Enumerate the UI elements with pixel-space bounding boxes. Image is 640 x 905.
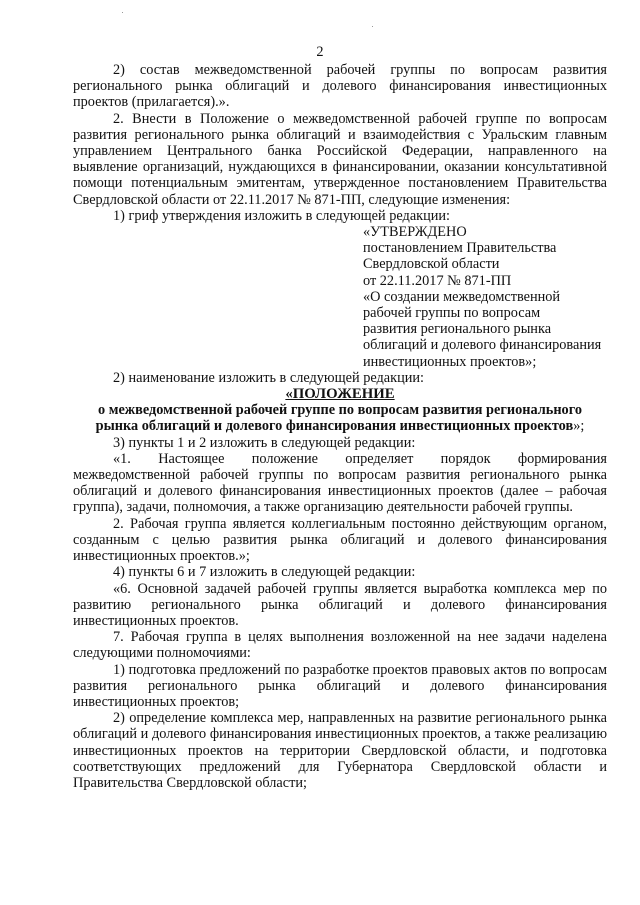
- paragraph: 2) наименование изложить в следующей редакции:: [113, 369, 424, 386]
- approval-line: от 22.11.2017 № 871-ПП: [363, 272, 512, 289]
- subtitle-line: рынка облигаций и долевого финансирования инвестиционных проектов: [95, 418, 574, 435]
- paragraph: 2. Внести в Положение о межведомственной рабочей группе по вопросам развития регионального рынка облигаций и взаимодействия с Уральским главным управлением Центрального банка Российской Федерации, направленного на выявление организаций, нуждающихся в финансировании, оказании консультативной помощи потенциальным эмитентам, утвержденное постановлением Правительства Свердловской области от 22.11.2017 № 871-ПП, следующие изменения:: [73, 110, 607, 208]
- approval-line: Свердловской области: [363, 256, 500, 273]
- scan-speck: [372, 26, 373, 27]
- approval-line: рабочей группы по вопросам: [363, 305, 541, 322]
- paragraph: 2) состав межведомственной рабочей группы по вопросам развития регионального рынка облигаций и долевого финансирования инвестиционных проектов (прилагается).».: [73, 62, 607, 111]
- page-number: 2: [316, 44, 324, 60]
- scan-speck: [122, 12, 123, 13]
- approval-line: «УТВЕРЖДЕНО: [363, 224, 467, 241]
- paragraph: 1) гриф утверждения изложить в следующей редакции:: [113, 207, 451, 224]
- approval-line: облигаций и долевого финансирования: [363, 337, 602, 354]
- paragraph: 1) подготовка предложений по разработке проектов правовых актов по вопросам развития регионального рынка облигаций и долевого финансирования инвестиционных проектов;: [73, 661, 607, 710]
- document-title: «ПОЛОЖЕНИЕ: [285, 386, 395, 403]
- paragraph: «6. Основной задачей рабочей группы является выработка комплекса мер по развитию регионального рынка облигаций и долевого финансирования инвестиционных проектов.: [73, 580, 607, 629]
- paragraph: 2. Рабочая группа является коллегиальным постоянно действующим органом, созданным с целью развития рынка облигаций и долевого финансирования инвестиционных проектов.»;: [73, 515, 607, 565]
- document-body: [73, 62, 607, 791]
- paragraph: 4) пункты 6 и 7 изложить в следующей редакции:: [113, 564, 416, 581]
- paragraph: 2) определение комплекса мер, направленных на развитие регионального рынка облигаций и долевого финансирования инвестиционных проектов, а также реализацию инвестиционных проектов на территории Свердловской области, и подготовка соответствующих предложений для Губернатора Свердловской области и Правительства Свердловской области;: [73, 710, 607, 791]
- document-subtitle: [73, 402, 607, 434]
- paragraph: 3) пункты 1 и 2 изложить в следующей редакции:: [113, 434, 416, 451]
- paragraph: «1. Настоящее положение определяет порядок формирования межведомственной рабочей группы по вопросам развития регионального рынка облигаций и долевого финансирования инвестиционных проектов (далее – рабочая группа), задачи, полномочия, а также организацию деятельности рабочей группы.: [73, 450, 607, 516]
- approval-line: постановлением Правительства: [363, 240, 557, 257]
- subtitle-line: о межведомственной рабочей группе по вопросам развития регионального: [98, 402, 582, 419]
- subtitle-tail: »;: [573, 418, 585, 435]
- approval-line: развития регионального рынка: [363, 321, 552, 338]
- approval-line: инвестиционных проектов»;: [363, 353, 537, 370]
- paragraph: 7. Рабочая группа в целях выполнения возложенной на нее задачи наделена следующими полномочиями:: [73, 629, 607, 662]
- approval-stamp-block: [363, 224, 607, 370]
- approval-line: «О создании межведомственной: [363, 288, 561, 305]
